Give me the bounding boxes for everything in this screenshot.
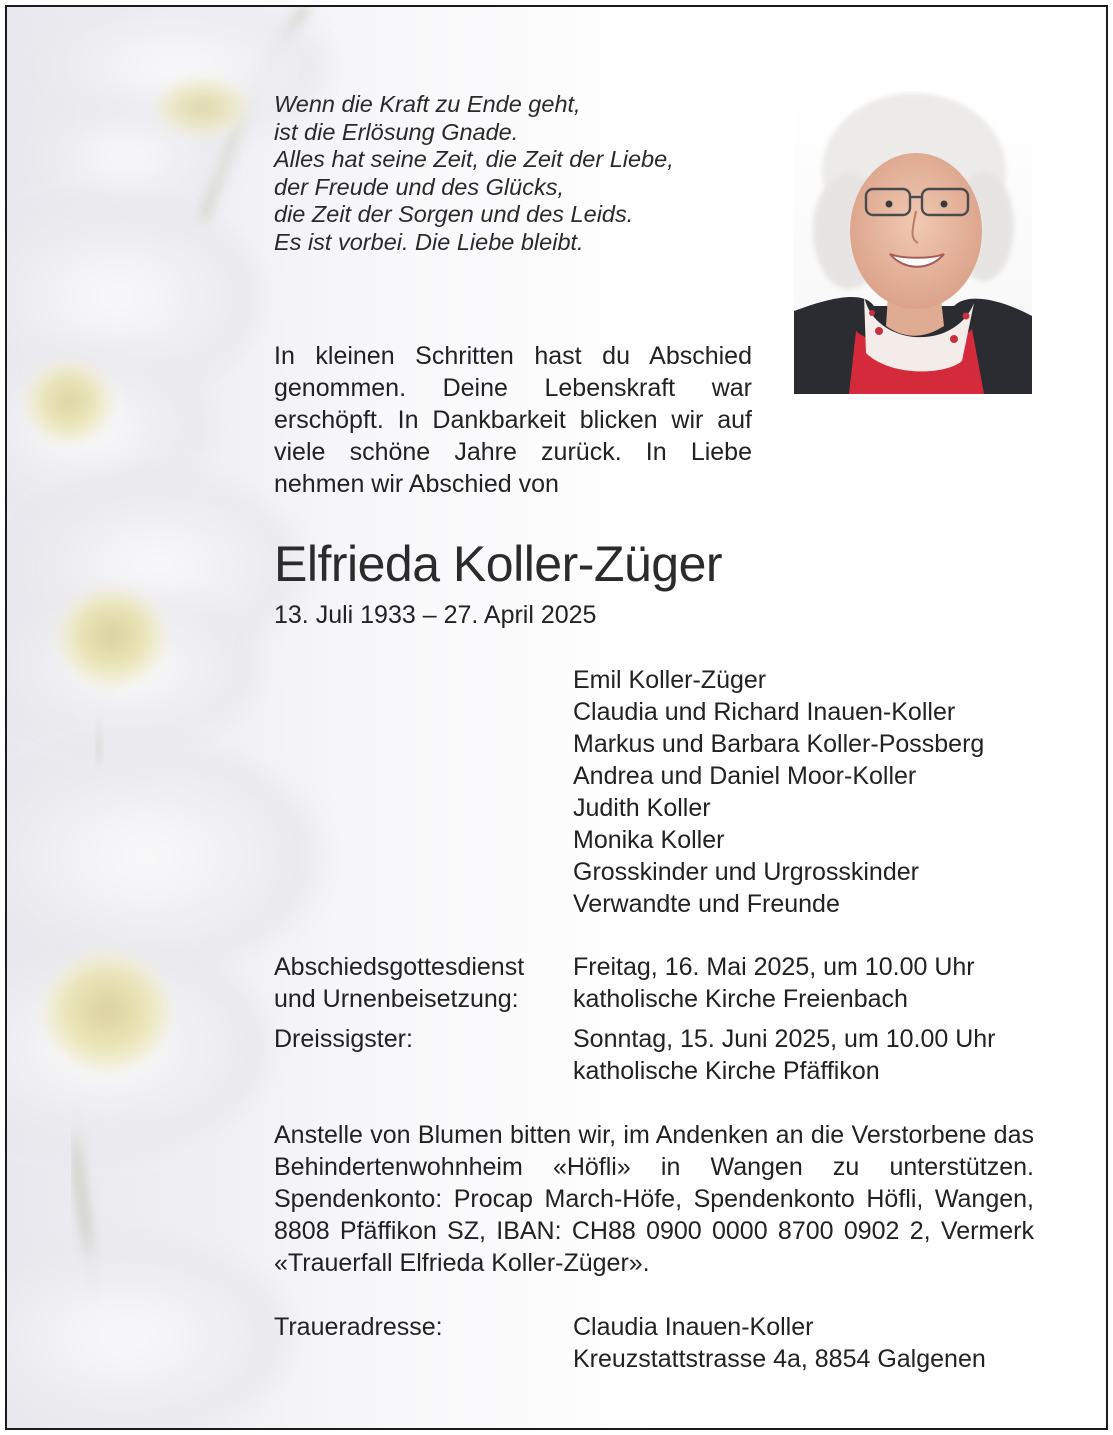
poem-line: die Zeit der Sorgen und des Leids.: [274, 201, 634, 228]
mourner-name: Claudia und Richard Inauen-Koller: [573, 698, 956, 726]
poem-line: Es ist vorbei. Die Liebe bleibt.: [274, 228, 584, 255]
mourner-name: Andrea und Daniel Moor-Koller: [573, 762, 917, 790]
mourners-list: [573, 664, 984, 920]
mourner-name: Verwandte und Freunde: [573, 890, 840, 918]
address-name: Claudia Inauen-Koller: [573, 1313, 814, 1341]
poem: [274, 91, 774, 257]
service-location: katholische Kirche Freienbach: [573, 985, 908, 1013]
poem-line: Wenn die Kraft zu Ende geht,: [274, 91, 581, 117]
address-label: Traueradresse:: [274, 1313, 443, 1341]
dreissigster-location: katholische Kirche Pfäffikon: [573, 1057, 880, 1085]
poem-line: Alles hat seine Zeit, die Zeit der Liebe,: [274, 146, 674, 173]
poem-line: ist die Erlösung Gnade.: [274, 118, 519, 145]
mourner-name: Emil Koller-Züger: [573, 666, 767, 694]
life-dates: 13. Juli 1933 – 27. April 2025: [274, 601, 597, 629]
poem-line: der Freude und des Glücks,: [274, 173, 564, 200]
service-label-line: und Urnenbeisetzung:: [274, 985, 519, 1013]
address-street: Kreuzstattstrasse 4a, 8854 Galgenen: [573, 1345, 986, 1373]
dreissigster-label: Dreissigster:: [274, 1025, 413, 1053]
portrait-photo: [794, 91, 1032, 394]
address-details: [573, 1311, 986, 1375]
service-label: [274, 951, 524, 1015]
donation-text: Anstelle von Blumen bitten wir, im Andenken an die Verstorbene das Behindertenwohnheim «Höfli» in Wangen zu unterstützen. Spendenkonto: Procap March-Höfe, Spendenkonto Höfli, Wangen, 8808 Pfäffikon SZ, IBAN: CH88 0900 0000 8700 0902 2, Vermerk «Trauerfall Elfrieda Koller-Züger».: [274, 1121, 1034, 1277]
service-details: [573, 951, 975, 1015]
deceased-name: Elfrieda Koller-Züger: [274, 536, 723, 592]
dreissigster-details: [573, 1023, 996, 1087]
obituary-notice: [5, 5, 1108, 1430]
mourner-name: Monika Koller: [573, 826, 725, 854]
service-label-line: Abschiedsgottesdienst: [274, 953, 525, 981]
dreissigster-datetime: Sonntag, 15. Juni 2025, um 10.00 Uhr: [573, 1025, 996, 1053]
intro-text: In kleinen Schritten hast du Abschied genommen. Deine Lebenskraft war erschöpft. In Dankbarkeit blicken wir auf viele schöne Jahre zurück. In Liebe nehmen wir Abschied von: [274, 342, 752, 498]
mourner-name: Judith Koller: [573, 794, 711, 822]
service-datetime: Freitag, 16. Mai 2025, um 10.00 Uhr: [573, 953, 975, 981]
mourner-name: Grosskinder und Urgrosskinder: [573, 858, 919, 886]
mourner-name: Markus und Barbara Koller-Possberg: [573, 730, 985, 758]
